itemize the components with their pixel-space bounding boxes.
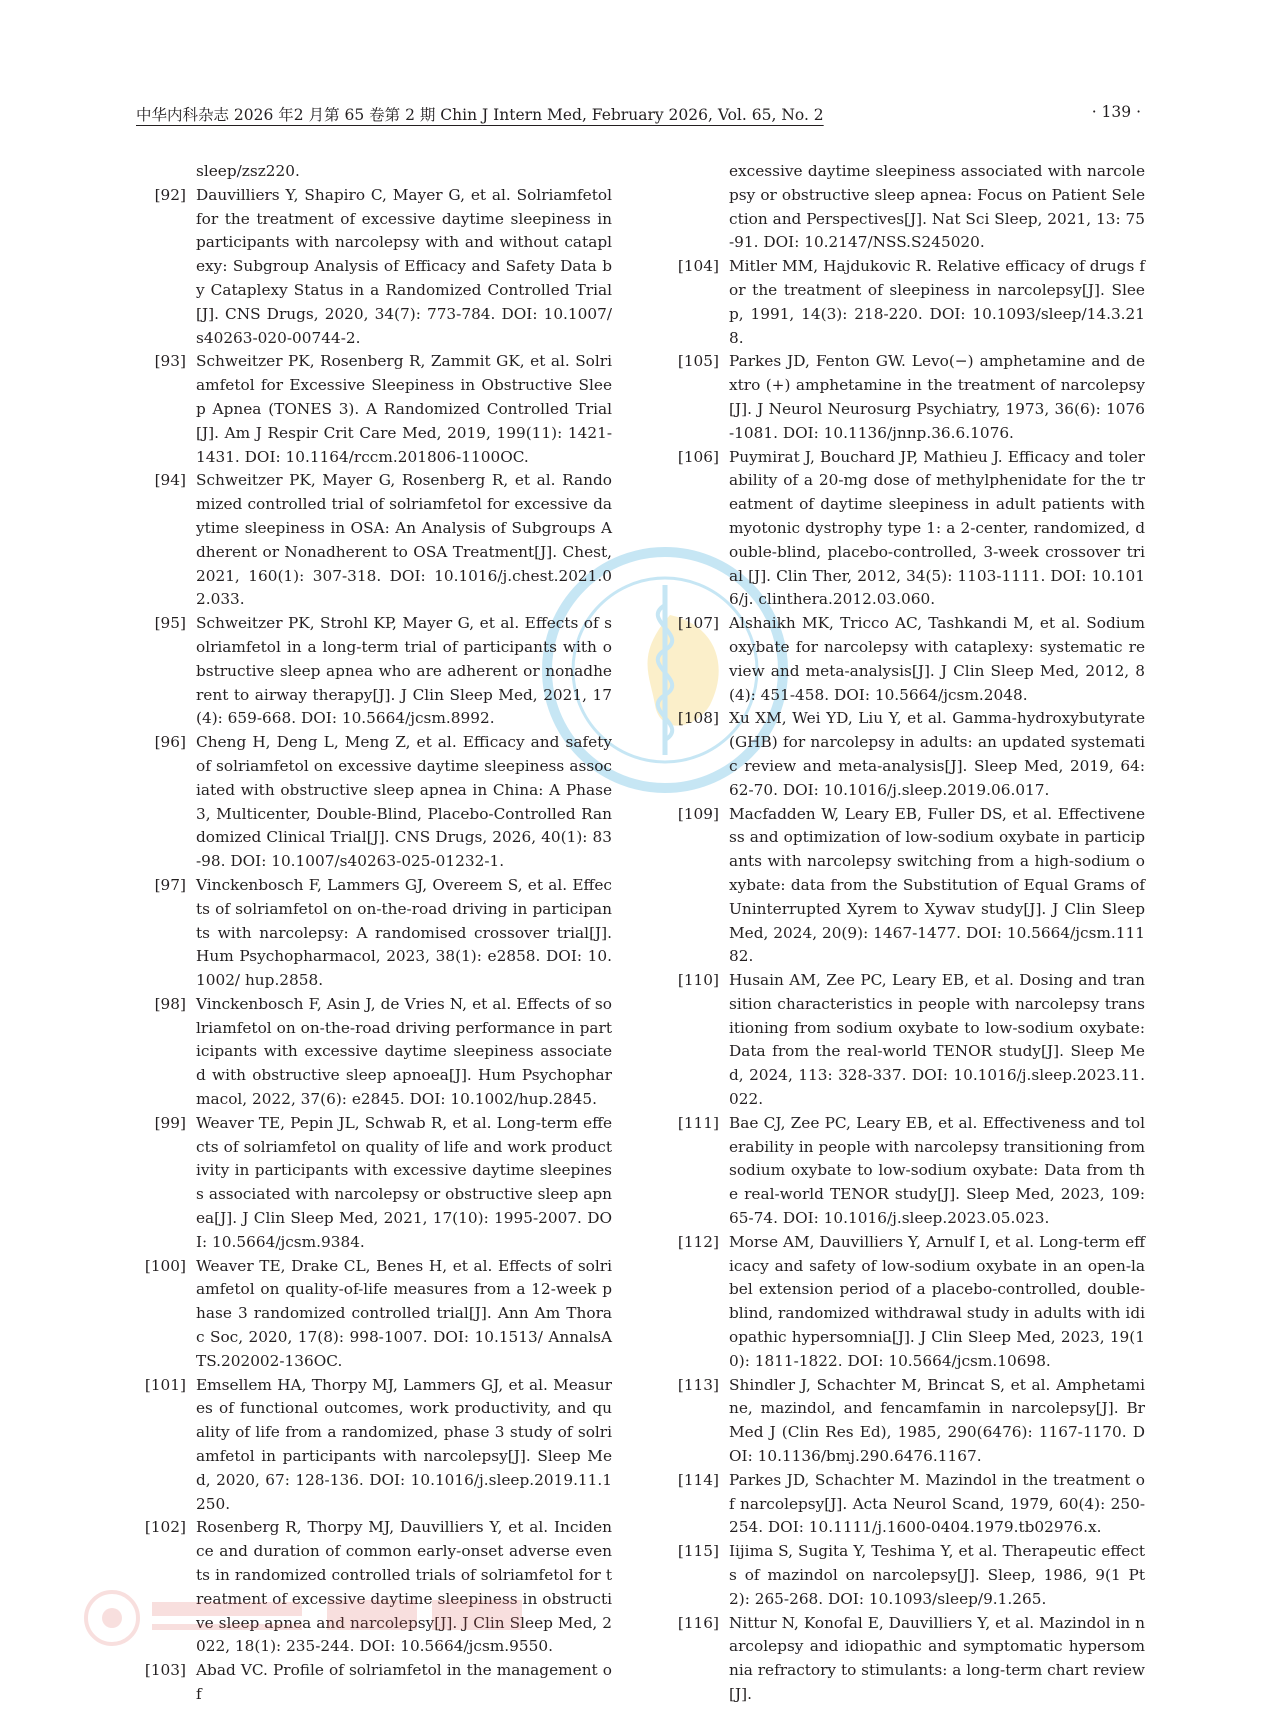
reference-number: [96] [154,733,186,752]
reference-item [669,255,1145,350]
reference-number: [110] [677,971,719,990]
reference-text: Vinckenbosch F, Lammers GJ, Overeem S, et al. Effects of solriamfetol on on-the-road driving in participants with narcolepsy: A randomised crossover trial[J]. Hum Psychopharmacol, 2023, 38(1): e2858. DOI: 10.1002/ hup.2858. [196,875,612,990]
reference-item [136,1374,612,1517]
reference-number: [94] [154,471,186,490]
reference-item [136,993,612,1112]
reference-text: Rosenberg R, Thorpy MJ, Dauvilliers Y, et al. Incidence and duration of common early-onset adverse events in randomized controlled trials of solriamfetol for treatment of excessive daytime sleepiness in obstructive sleep apnea and narcolepsy[J]. J Clin Sleep Med, 2022, 18(1): 235-244. DOI: 10.5664/jcsm.9550. [196,1518,612,1656]
reference-item [136,160,612,184]
reference-item [669,612,1145,707]
reference-number: [100] [144,1256,186,1275]
reference-text: Alshaikh MK, Tricco AC, Tashkandi M, et al. Sodium oxybate for narcolepsy with cataplexy: systematic review and meta-analysis[J]. J Clin Sleep Med, 2012, 8(4): 451-458. DOI: 10.5664/jcsm.2048. [729,614,1145,704]
reference-item [669,707,1145,802]
reference-item [136,1112,612,1255]
reference-text: Puymirat J, Bouchard JP, Mathieu J. Efficacy and tolerability of a 20-mg dose of methylphenidate for the treatment of daytime sleepiness in adult patients with myotonic dystrophy type 1: a 2-center, randomized, double-blind, placebo-controlled, 3-week crossover trial [J]. Clin Ther, 2012, 34(5): 1103-1111. DOI: 10.1016/j. clinthera.2012.03.060. [729,447,1145,609]
reference-number: [116] [677,1613,719,1632]
reference-number: [101] [144,1375,186,1394]
reference-item [136,612,612,731]
reference-number: [108] [677,709,719,728]
reference-number: [97] [154,875,186,894]
reference-item [669,446,1145,613]
reference-text: Macfadden W, Leary EB, Fuller DS, et al. Effectiveness and optimization of low-sodium oxybate in participants with narcolepsy switching from a high-sodium oxybate: data from the Substitution of Equal Grams of Uninterrupted Xyrem to Xywav study[J]. J Clin Sleep Med, 2024, 20(9): 1467-1477. DOI: 10.5664/jcsm.11182. [729,804,1145,966]
reference-item [669,1540,1145,1611]
reference-text: Vinckenbosch F, Asin J, de Vries N, et al. Effects of solriamfetol on on-the-road driving performance in participants with excessive daytime sleepiness associated with obstructive sleep apnoea[J]. Hum Psychopharmacol, 2022, 37(6): e2845. DOI: 10.1002/hup.2845. [196,994,612,1109]
reference-number: [98] [154,994,186,1013]
reference-item [669,803,1145,970]
reference-text: Shindler J, Schachter M, Brincat S, et al. Amphetamine, mazindol, and fencamfamin in narcolepsy[J]. Br Med J (Clin Res Ed), 1985, 290(6476): 1167-1170. DOI: 10.1136/bmj.290.6476.1167. [729,1375,1145,1466]
reference-text: Dauvilliers Y, Shapiro C, Mayer G, et al. Solriamfetol for the treatment of excessive daytime sleepiness in participants with narcolepsy with and without cataplexy: Subgroup Analysis of Efficacy and Safety Data by Cataplexy Status in a Randomized Controlled Trial[J]. CNS Drugs, 2020, 34(7): 773-784. DOI: 10.1007/ s40263-020-00744-2. [196,185,612,347]
reference-text: Iijima S, Sugita Y, Teshima Y, et al. Therapeutic effects of mazindol on narcolepsy[J]. Sleep, 1986, 9(1 Pt 2): 265-268. DOI: 10.1093/sleep/9.1.265. [729,1542,1145,1608]
reference-number: [92] [154,185,186,204]
reference-text: excessive daytime sleepiness associated with narcolepsy or obstructive sleep apnea: Focus on Patient Selection and Perspectives[J]. Nat Sci Sleep, 2021, 13: 75-91. DOI: 10.2147/NSS.S245020. [729,162,1145,252]
reference-item [669,1231,1145,1374]
reference-text: Schweitzer PK, Strohl KP, Mayer G, et al. Effects of solriamfetol in a long-term trial of participants with obstructive sleep apnea who are adherent or nonadherent to airway therapy[J]. J Clin Sleep Med, 2021, 17(4): 659-668. DOI: 10.5664/jcsm.8992. [196,614,612,728]
reference-item [136,1255,612,1374]
reference-number: [95] [154,614,186,633]
reference-item [669,350,1145,445]
reference-item [136,731,612,874]
reference-number: [107] [677,614,719,633]
reference-text: Bae CJ, Zee PC, Leary EB, et al. Effectiveness and tolerability in people with narcolepsy transitioning from sodium oxybate to low-sodium oxybate: Data from the real-world TENOR study[J]. Sleep Med, 2023, 109: 65-74. DOI: 10.1016/j.sleep.2023.05.023. [729,1113,1145,1228]
reference-number: [114] [677,1470,719,1489]
journal-citation: 中华内科杂志 2026 年2 月第 65 卷第 2 期 Chin J Intern Med, February 2026, Vol. 65, No. 2 [136,106,824,124]
reference-item [136,469,612,612]
reference-item [669,969,1145,1112]
reference-number: [103] [144,1661,186,1680]
reference-text: Xu XM, Wei YD, Liu Y, et al. Gamma-hydroxybutyrate (GHB) for narcolepsy in adults: an updated systematic review and meta-analysis[J]. Sleep Med, 2019, 64: 62-70. DOI: 10.1016/j.sleep.2019.06.017. [729,709,1145,799]
reference-item [136,1659,612,1707]
reference-text: Husain AM, Zee PC, Leary EB, et al. Dosing and transition characteristics in people with narcolepsy transitioning from sodium oxybate to low-sodium oxybate: Data from the real-world TENOR study[J]. Sleep Med, 2024, 113: 328-337. DOI: 10.1016/j.sleep.2023.11.022. [729,971,1145,1109]
reference-item [669,1374,1145,1469]
reference-text: Parkes JD, Fenton GW. Levo(−) amphetamine and dextro (+) amphetamine in the treatment of narcolepsy[J]. J Neurol Neurosurg Psychiatry, 1973, 36(6): 1076-1081. DOI: 10.1136/jnnp.36.6.1076. [729,352,1145,442]
reference-item [136,350,612,469]
reference-text: Weaver TE, Pepin JL, Schwab R, et al. Long-term effects of solriamfetol on quality of life and work productivity in participants with excessive daytime sleepiness associated with narcolepsy or obstructive sleep apnea[J]. J Clin Sleep Med, 2021, 17(10): 1995-2007. DOI: 10.5664/jcsm.9384. [196,1113,612,1251]
reference-number: [113] [677,1375,719,1394]
reference-text: Mitler MM, Hajdukovic R. Relative efficacy of drugs for the treatment of sleepiness in narcolepsy[J]. Sleep, 1991, 14(3): 218-220. DOI: 10.1093/sleep/14.3.218. [729,257,1145,347]
reference-item [669,160,1145,255]
reference-number: [99] [154,1113,186,1132]
reference-item [136,184,612,351]
reference-number: [106] [677,447,719,466]
reference-text: Weaver TE, Drake CL, Benes H, et al. Effects of solriamfetol on quality-of-life measures from a 12-week phase 3 randomized controlled trial[J]. Ann Am Thorac Soc, 2020, 17(8): 998-1007. DOI: 10.1513/ AnnalsATS.202002-136OC. [196,1256,612,1370]
page-number: · 139 · [1091,103,1141,121]
reference-item [136,1516,612,1659]
reference-number: [105] [677,352,719,371]
reference-number: [93] [154,352,186,371]
reference-item [136,874,612,993]
reference-item [669,1112,1145,1231]
reference-item [669,1612,1145,1707]
reference-text: Schweitzer PK, Rosenberg R, Zammit GK, et al. Solriamfetol for Excessive Sleepiness in Obstructive Sleep Apnea (TONES 3). A Randomized Controlled Trial[J]. Am J Respir Crit Care Med, 2019, 199(11): 1421-1431. DOI: 10.1164/rccm.201806-1100OC. [196,352,612,466]
reference-text: Nittur N, Konofal E, Dauvilliers Y, et al. Mazindol in narcolepsy and idiopathic and symptomatic hypersomnia refractory to stimulants: a long-term chart review[J]. [729,1613,1145,1703]
reference-column-left [136,160,612,1707]
reference-item [669,1469,1145,1540]
reference-text: Cheng H, Deng L, Meng Z, et al. Efficacy and safety of solriamfetol on excessive daytime sleepiness associated with obstructive sleep apnea in China: A Phase 3, Multicenter, Double-Blind, Placebo-Controlled Randomized Clinical Trial[J]. CNS Drugs, 2026, 40(1): 83-98. DOI: 10.1007/s40263-025-01232-1. [196,733,612,871]
reference-number: [115] [677,1542,719,1561]
reference-number: [109] [677,804,719,823]
reference-text: Parkes JD, Schachter M. Mazindol in the treatment of narcolepsy[J]. Acta Neurol Scand, 1979, 60(4): 250-254. DOI: 10.1111/j.1600-0404.1979.tb02976.x. [729,1470,1145,1537]
running-head [136,103,1141,129]
reference-text: sleep/zsz220. [196,162,300,180]
reference-number: [112] [677,1232,719,1251]
reference-text: Morse AM, Dauvilliers Y, Arnulf I, et al. Long-term efficacy and safety of low-sodium oxybate in an open-label extension period of a placebo-controlled, double-blind, randomized withdrawal study in adults with idiopathic hypersomnia[J]. J Clin Sleep Med, 2023, 19(10): 1811-1822. DOI: 10.5664/jcsm.10698. [729,1232,1145,1370]
reference-text: Schweitzer PK, Mayer G, Rosenberg R, et al. Randomized controlled trial of solriamfetol for excessive daytime sleepiness in OSA: An Analysis of Subgroups Adherent or Nonadherent to OSA Treatment[J]. Chest, 2021, 160(1): 307-318. DOI: 10.1016/j.chest.2021.02.033. [196,471,612,609]
reference-text: Abad VC. Profile of solriamfetol in the management of [196,1661,612,1703]
reference-number: [102] [144,1518,186,1537]
reference-column-right [669,160,1145,1707]
reference-text: Emsellem HA, Thorpy MJ, Lammers GJ, et al. Measures of functional outcomes, work productivity, and quality of life from a randomized, phase 3 study of solriamfetol in participants with narcolepsy[J]. Sleep Med, 2020, 67: 128-136. DOI: 10.1016/j.sleep.2019.11.1250. [196,1375,612,1513]
reference-number: [111] [677,1113,719,1132]
reference-number: [104] [677,257,719,276]
